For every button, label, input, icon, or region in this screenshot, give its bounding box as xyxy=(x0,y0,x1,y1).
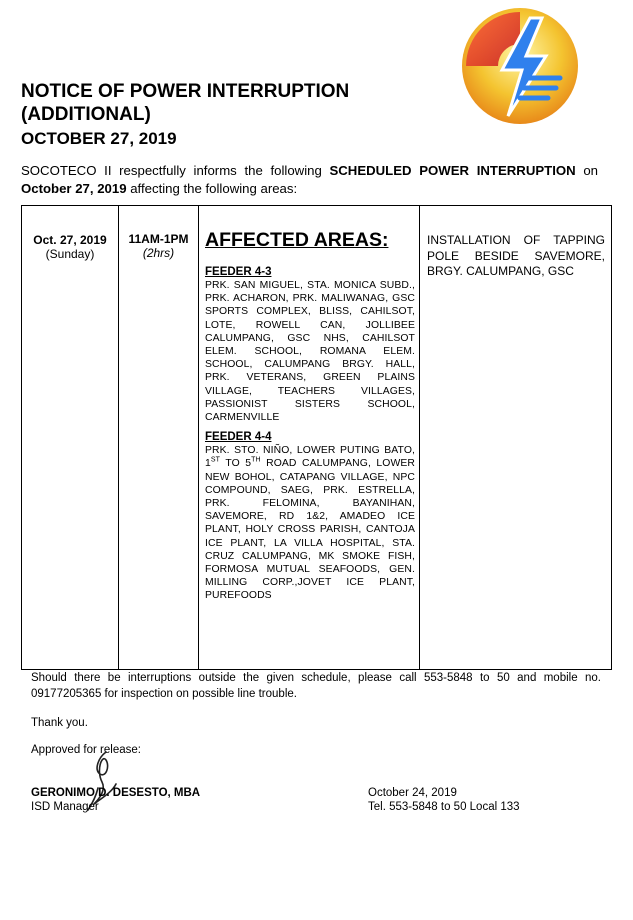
approved-label: Approved for release: xyxy=(31,744,141,756)
schedule-duration: (2hrs) xyxy=(142,246,175,260)
ordinal-suffix: TH xyxy=(251,456,261,464)
intro-middle: on xyxy=(575,163,598,178)
feeder-areas-part: TO 5 xyxy=(220,458,252,470)
title-line-1: NOTICE OF POWER INTERRUPTION xyxy=(21,81,350,102)
time-column xyxy=(119,206,199,669)
intro-bold-2: October 27, 2019 xyxy=(21,181,127,196)
schedule-day: (Sunday) xyxy=(45,247,95,261)
signatory-position: ISD Manager xyxy=(31,801,99,813)
work-description: INSTALLATION OF TAPPING POLE BESIDE SAVEMORE, BRGY. CALUMPANG, GSC xyxy=(427,233,605,278)
schedule-table xyxy=(21,205,612,670)
signatory-name: GERONIMO D. DESESTO, MBA xyxy=(31,787,201,799)
title-date: OCTOBER 27, 2019 xyxy=(21,129,177,148)
intro-prefix: SOCOTECO II respectfully informs the following xyxy=(21,163,330,178)
feeder-areas-part: PRK. STO. NIÑO, LOWER PUTING BATO, 1 xyxy=(205,445,415,470)
schedule-time: 11AM-1PM xyxy=(128,232,189,246)
feeder-title: FEEDER 4-4 xyxy=(205,431,272,444)
affected-areas-title: AFFECTED AREAS: xyxy=(205,229,389,251)
company-logo-icon xyxy=(458,4,582,128)
date-column xyxy=(22,206,119,669)
feeder-areas xyxy=(205,444,415,602)
ordinal-suffix: ST xyxy=(210,456,221,464)
contact-note: Should there be interruptions outside the given schedule, please call 553-5848 to 50 and mobile no. 09177205365 for inspection on possible line trouble. xyxy=(31,672,601,700)
thank-you-text: Thank you. xyxy=(31,717,88,729)
title-line-2: (ADDITIONAL) xyxy=(21,104,151,125)
title-block xyxy=(21,80,441,150)
intro-suffix: affecting the following areas: xyxy=(126,181,298,196)
intro-bold-1: SCHEDULED POWER INTERRUPTION xyxy=(329,163,576,178)
feeder-title: FEEDER 4-3 xyxy=(205,266,272,278)
sign-date: October 24, 2019 xyxy=(368,787,457,799)
feeder-areas: PRK. SAN MIGUEL, STA. MONICA SUBD., PRK. ACHARON, PRK. MALIWANAG, GSC SPORTS COMPLEX, BLISS, CAHILSOT, LOTE, ROWELL CAN, JOLLIBEE CALUMPANG, GSC NHS, CAHILSOT ELEM. SCHOOL, ROMANA ELEM. SCHOOL, CALUMPANG BRGY. HALL, PRK. VETERANS, GREEN PLAINS VILLAGE, TEACHERS VILLAGES, PASSIONIST SISTERS SCHOOL, CARMENVILLE xyxy=(205,280,415,424)
work-column xyxy=(420,206,611,669)
schedule-date: Oct. 27, 2019 xyxy=(33,233,107,247)
telephone-number: Tel. 553-5848 to 50 Local 133 xyxy=(368,801,520,813)
feeder-areas-part: ROAD CALUMPANG, LOWER NEW BOHOL, CATAPANG VILLAGE, NPC COMPOUND, SAEG, PRK. ESTRELLA, PRK. FELOMINA, BAYANIHAN, SAVEMORE, RD 1&2, AMADEO ICE PLANT, HOLY CROSS PARISH, CANTOJA ICE PLANT, LA VILLA HOSPITAL, STA. CRUZ CALUMPANG, MK SMOKE FISH, FORMOSA MUTUAL SEAFOODS, GEN. MILLING CORP.,JOVET ICE PLANT, PUREFOODS xyxy=(205,458,415,602)
intro-paragraph xyxy=(21,162,598,198)
areas-column xyxy=(199,206,420,669)
